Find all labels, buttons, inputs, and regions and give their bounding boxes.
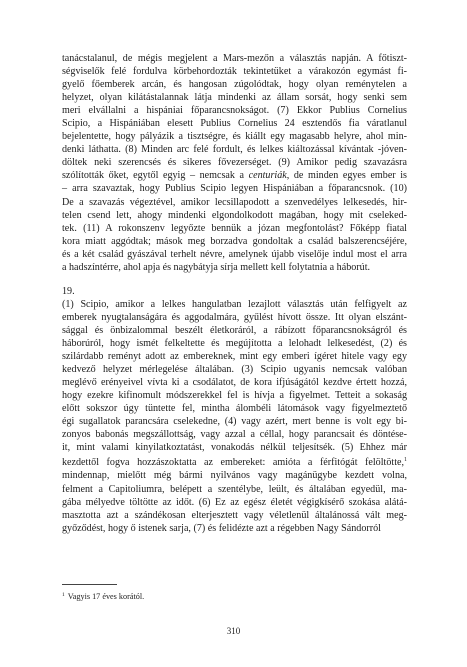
text-line: a hadszíntérre, ahol apja és nagybátyja sírja mellett kell folytatnia a háborút. <box>62 261 371 273</box>
footnote-divider <box>62 584 117 585</box>
text-run: , de minden egyes ember is <box>286 170 407 182</box>
text-line: győződést, hogy ő istenek sarja, (7) és felidézte azt a régebben Nagy Sándorról <box>62 522 381 534</box>
page-body <box>62 52 407 535</box>
text-line: denki láthatta. (8) Minden arc felé fordult, és lelkes kiáltozással kívántak -jóven- <box>62 144 407 156</box>
text-line: helyzet, olyan kilátástalannak látja mindenki az állam sorsát, hogy senki sem <box>62 92 407 104</box>
text-line: telen csend lett, ahogy mindenki elgondolkodott magában, hogy mit cseleked- <box>62 209 407 221</box>
text-line: előtt sokszor úgy tüntette fel, mintha álombéli látomások vagy figyelmeztető <box>62 403 407 415</box>
text-line: égi sugallatok parancsára cselekedne, (4) vagy azért, mert benne is volt egy bi- <box>62 416 407 428</box>
text-line: döltek neki szerencsés és sikeres fővezerséget. (9) Amikor pedig szavazásra <box>62 157 407 169</box>
text-line: felment a Capitoliumra, belépett a szentélybe, leült, és általában egyedül, ma- <box>62 483 407 495</box>
text-line: emberek nyugtalanságára és aggodalmára, gyűlést hívott össze. Itt olyan elszánt- <box>62 311 407 323</box>
text-line: it, mint valami kinyilatkoztatást, vonakodás nélkül teljesítsék. (5) Ehhez már <box>62 442 407 454</box>
text-line: kora miatt aggódtak; mások meg borzadva gondoltak a család balszerencséjére, <box>62 235 407 247</box>
text-line: De a szavazás végeztével, amikor lecsillapodott a szenvedélyes lelkesedés, hir- <box>62 196 407 208</box>
section-19-text <box>62 298 407 535</box>
italic-term: centuriák <box>248 170 287 182</box>
footnote-marker: 1 <box>62 592 65 598</box>
text-line: (1) Scipio, amikor a lelkes hangulatban lezajlott választás után felfigyelt az <box>62 298 407 310</box>
text-run: szólították őket, egytől egyig – nemcsak a <box>62 170 249 182</box>
page-number: 310 <box>226 626 241 636</box>
text-line: Scipio, a Hispániában elesett Publius Cornelius 24 esztendős fia váratlanul <box>62 118 407 130</box>
text-line: – arra szavaztak, hogy Publius Scipio legyen Hispániában a főparancsnok. (10) <box>62 183 407 195</box>
text-line: mindennap, mielőtt még bármi nyilvános vagy magánügybe kezdett volna, <box>62 470 407 482</box>
text-line: hogy ezekre kifinomult módszerekkel fel is hívja a figyelmet. Tetteit a sokaság <box>62 390 407 402</box>
text-line: ségviselők felé fordulva körbehordozták tekintetüket a várakozón egymást fi- <box>62 66 407 78</box>
text-line: gába mélyedve töltötte az időt. (6) Ez az egész életét végigkísérő szokása alátá- <box>62 496 407 508</box>
text-line: és a két család gyászával terhelt névre, amelynek újabb viselője indul most el arra <box>62 248 407 260</box>
text-line: kedvező helyzet mérlegelése általában. (3) Scipio ugyanis nemcsak valóban <box>62 364 407 376</box>
text-line: tanácstalanul, de mégis megjelent a Mars-mezőn a választás napján. A főtiszt- <box>62 53 407 64</box>
section-18-text <box>62 52 407 274</box>
footnote-reference: 1 <box>404 457 407 464</box>
text-line: sággal és önbizalommal beszélt életkoráról, a rábízott főparancsnokságról és <box>62 324 407 336</box>
text-line: meri elvállalni a hispániai főparancsnokságot. (7) Ekkor Publius Cornelius <box>62 105 407 117</box>
text-line: tek. (11) A rokonszenv legyőzte bennük a józan megfontolást? Főképp fiatal <box>62 222 407 234</box>
text-run: kezdettől fogva hozzászoktatta az embereket: amióta a férfitógát felöltötte, <box>62 457 404 469</box>
text-line: zonyos babonás megszállottság, vagy azzal a céllal, hogy parancsait és döntése- <box>62 429 407 441</box>
text-line: meglévő erényeivel vívta ki a csodálatot, de kora ifjúságától kezdve értett hozzá, <box>62 377 407 389</box>
footnote-text: Vagyis 17 éves korától. <box>67 592 145 601</box>
text-line: masztotta azt a szándékosan elterjesztett vagy véletlenül általánossá vált meg- <box>62 509 407 521</box>
text-line <box>62 169 407 182</box>
text-line: gyelő főemberek arcán, és hangosan zúgolódtak, hogy olyan reménytelen a <box>62 79 407 91</box>
text-line: háborúról, hogy ismét felkeltette és megújította a lelohadt lelkesedést, (2) és <box>62 337 407 349</box>
section-number: 19. <box>62 285 75 297</box>
text-line: szilárdabb reményt adott az embereknek, mint egy emberi ígéret hitele vagy egy <box>62 351 407 363</box>
text-line: bejelentette, hogy pályázik a tisztségre, és kiállt egy magasabb helyre, ahol min- <box>62 131 407 143</box>
footnote <box>62 590 144 602</box>
text-line <box>62 454 407 469</box>
